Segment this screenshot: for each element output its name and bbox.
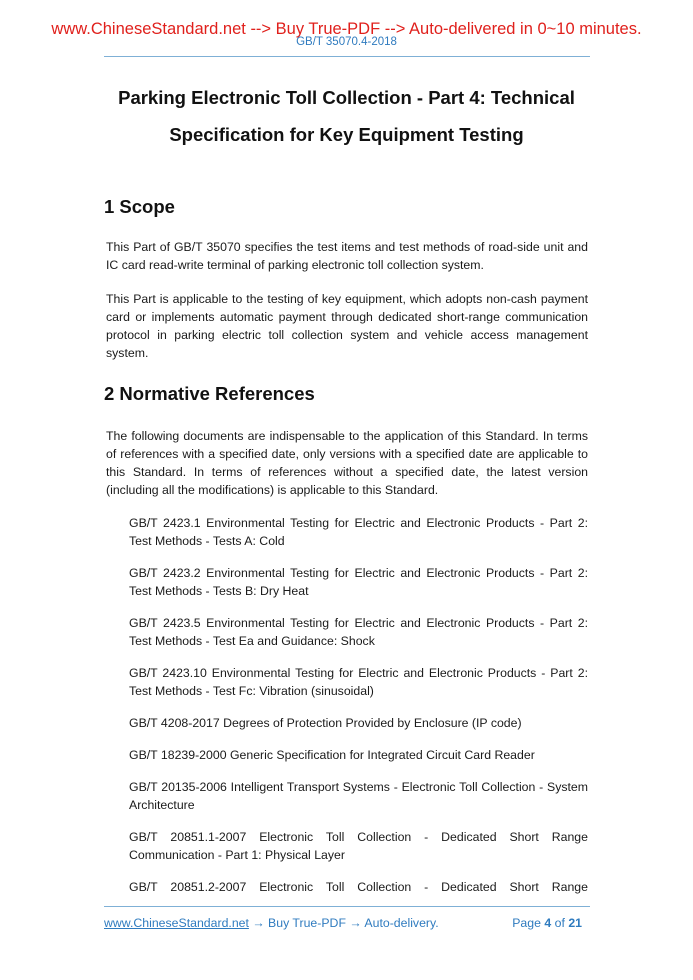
- reference-item: GB/T 2423.10 Environmental Testing for Electric and Electronic Products - Part 2: Test Methods - Test Fc: Vibration (sinusoidal): [129, 666, 588, 698]
- reference-item: GB/T 2423.1 Environmental Testing for Electric and Electronic Products - Part 2: Test Methods - Tests A: Cold: [129, 516, 588, 548]
- scope-paragraph-1: This Part of GB/T 35070 specifies the test items and test methods of road-side unit and IC card read-write terminal of parking electronic toll collection system.: [106, 240, 588, 272]
- footer-site-link[interactable]: www.ChineseStandard.net: [104, 916, 249, 930]
- page-footer: [104, 915, 590, 931]
- reference-item: GB/T 18239-2000 Generic Specification for Integrated Circuit Card Reader: [129, 748, 535, 762]
- reference-item: GB/T 20135-2006 Intelligent Transport Systems - Electronic Toll Collection - System Architecture: [129, 780, 588, 812]
- section-heading-scope: 1 Scope: [104, 196, 175, 217]
- normative-references-intro: The following documents are indispensable to the application of this Standard. In terms of references with a specified date, only versions with a specified date are applicable to this Standard. In terms of references without a specified date, the latest version (including all the modifications) is applicable to this Standard.: [106, 429, 588, 497]
- document-id: GB/T 35070.4-2018: [296, 36, 397, 48]
- footer-divider: [104, 906, 590, 907]
- page-of: of: [554, 916, 565, 930]
- page-total: 21: [568, 916, 582, 930]
- footer-promo-text: → Buy True-PDF → Auto-delivery.: [248, 916, 439, 930]
- page-indicator: [512, 915, 582, 931]
- reference-item: GB/T 20851.1-2007 Electronic Toll Collection - Dedicated Short Range Communication - Part 1: Physical Layer: [129, 830, 588, 862]
- document-title-line2: Specification for Key Equipment Testing: [169, 124, 524, 145]
- reference-item: GB/T 2423.2 Environmental Testing for Electric and Electronic Products - Part 2: Test Methods - Tests B: Dry Heat: [129, 566, 588, 598]
- reference-item: GB/T 20851.2-2007 Electronic Toll Collection - Dedicated Short Range: [129, 880, 588, 894]
- promo-banner: www.ChineseStandard.net --> Buy True-PDF --> Auto-delivered in 0~10 minutes.: [51, 20, 642, 38]
- document-title-line1: Parking Electronic Toll Collection - Part 4: Technical: [118, 87, 575, 108]
- reference-item: GB/T 4208-2017 Degrees of Protection Provided by Enclosure (IP code): [129, 716, 522, 730]
- scope-paragraph-2: This Part is applicable to the testing of key equipment, which adopts non-cash payment card or implements automatic payment through dedicated short-range communication protocol in parking electric toll collection system and vehicle access management system.: [106, 292, 588, 360]
- page-current: 4: [544, 916, 552, 930]
- reference-item: GB/T 2423.5 Environmental Testing for Electric and Electronic Products - Part 2: Test Methods - Test Ea and Guidance: Shock: [129, 616, 588, 648]
- section-heading-normative-references: 2 Normative References: [104, 383, 315, 404]
- header-divider: [104, 56, 590, 57]
- page-label: Page: [512, 916, 541, 930]
